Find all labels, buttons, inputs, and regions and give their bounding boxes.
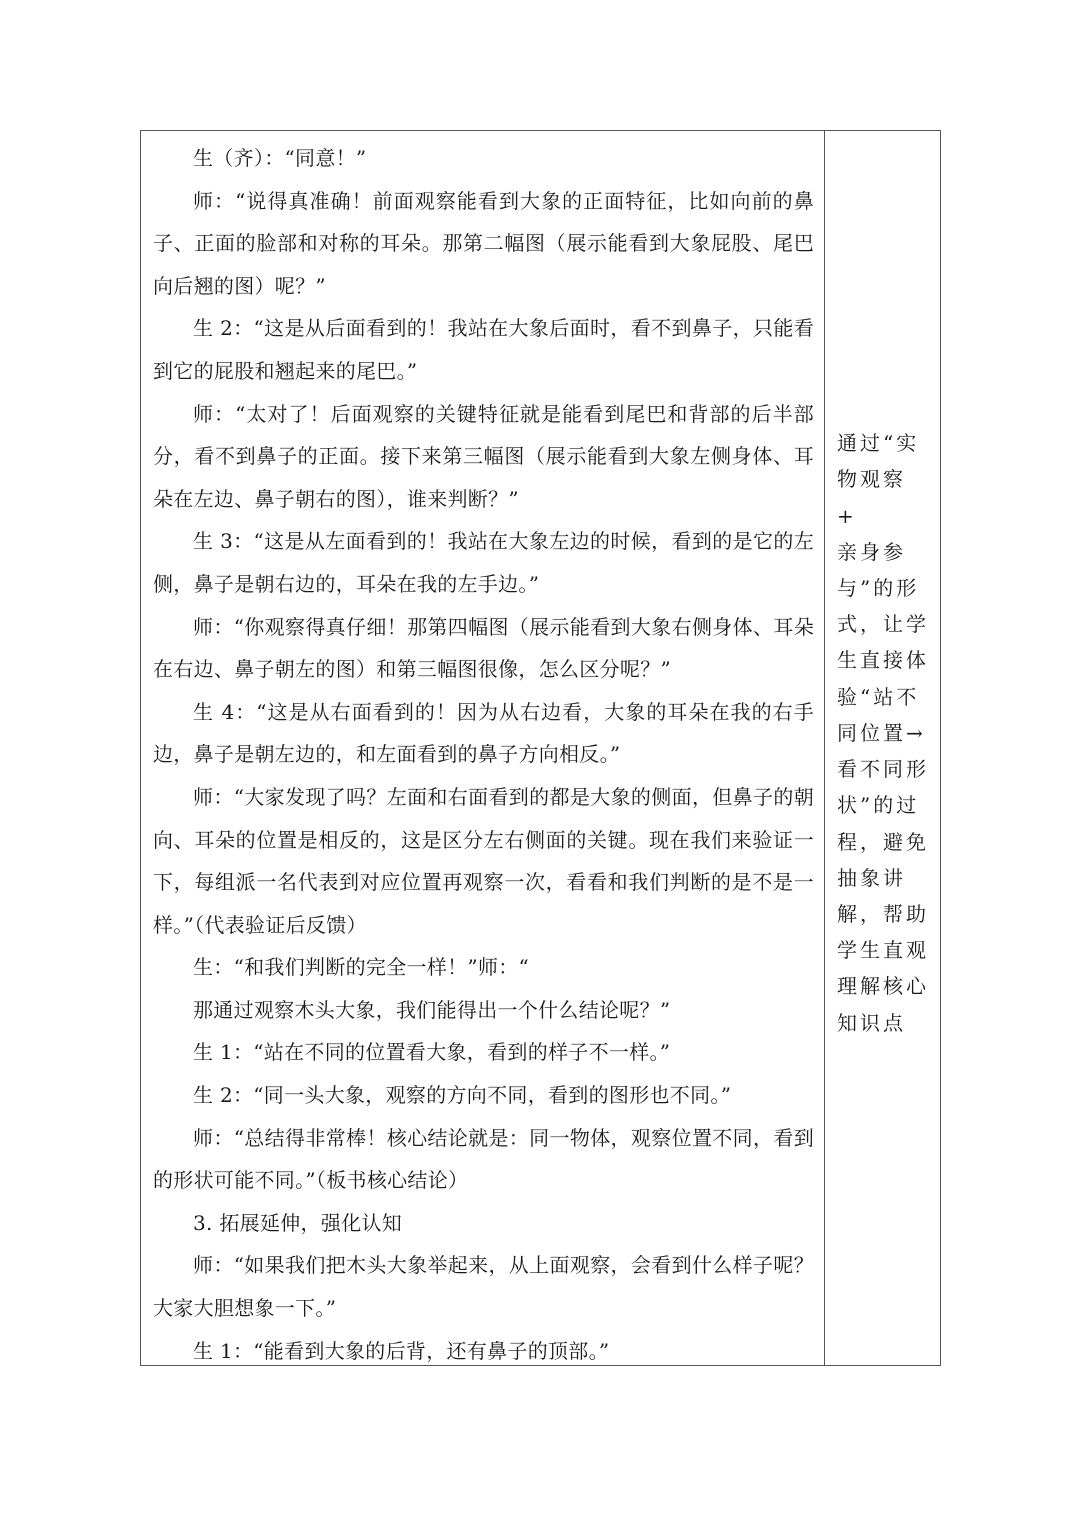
note-line: 验“站不 [837,684,920,709]
dialogue-paragraph: 师：“太对了！后面观察的关键特征就是能看到尾巴和背部的后半部分，看不到鼻子的正面。接下来第三幅图（展示能看到大象左侧身体、耳朵在左边、鼻子朝右的图），谁来判断？” [153,401,814,511]
note-line: 与”的形 [837,576,920,601]
design-intent-note [837,425,932,1040]
note-line: 解，帮助 [837,901,929,926]
dialogue-paragraph: 那通过观察木头大象，我们能得出一个什么结论呢？” [193,997,671,1022]
dialogue-paragraph: 生 3：“这是从左面看到的！我站在大象左边的时候，看到的是它的左侧，鼻子是朝右边的，耳朵在我的左手边。” [153,529,814,596]
note-line: 学生直观 [837,938,929,963]
note-line: 程，避免 [837,829,929,854]
note-line: 知识点 [837,1010,906,1035]
note-line: 通过“实 [837,431,920,456]
dialogue-paragraph: 生：“和我们判断的完全一样！”师：“ [193,955,530,980]
dialogue-paragraph: 师：“如果我们把木头大象举起来，从上面观察，会看到什么样子呢？大家大胆想象一下。” [153,1253,814,1321]
dialogue-paragraph: 师：“说得真准确！前面观察能看到大象的正面特征，比如向前的鼻子、正面的脸部和对称的耳朵。那第二幅图（展示能看到大象屁股、尾巴向后翘的图）呢？” [153,188,814,298]
dialogue-paragraph: 生（齐）：“同意！” [193,146,367,170]
note-line: 式，让学 [837,612,929,637]
dialogue-paragraph: 师：“你观察得真仔细！那第四幅图（展示能看到大象右侧身体、耳朵在右边、鼻子朝左的图）和第三幅图很像，怎么区分呢？” [153,614,814,682]
note-line: 理解核心 [837,974,929,999]
teaching-process-cell [141,131,825,1365]
lesson-plan-table [140,130,941,1366]
dialogue-paragraph: 师：“总结得非常棒！核心结论就是：同一物体，观察位置不同，看到的形状可能不同。”（板书核心结论） [153,1125,814,1193]
note-line: 物观察 + [837,467,906,528]
dialogue-paragraph: 生 1：“能看到大象的后背，还有鼻子的顶部。” [193,1338,610,1363]
note-line: 同位置→ [837,720,926,745]
dialogue-paragraph: 生 2：“这是从后面看到的！我站在大象后面时，看不到鼻子，只能看到它的屁股和翘起来的尾巴。” [153,316,814,383]
dialogue-paragraph: 师：“大家发现了吗？左面和右面看到的都是大象的侧面，但鼻子的朝向、耳朵的位置是相反的，这是区分左右侧面的关键。现在我们来验证一下，每组派一名代表到对应位置再观察一次，看看和我们判断的是不是一样。”（代表验证后反馈） [153,784,814,937]
section-heading: 3. 拓展延伸，强化认知 [193,1210,403,1235]
dialogue-paragraph: 生 1：“站在不同的位置看大象，看到的样子不一样。” [193,1040,671,1065]
note-line: 生直接体 [837,648,929,673]
dialogue-paragraph: 生 4：“这是从右面看到的！因为从右边看，大象的耳朵在我的右手边，鼻子是朝左边的，和左面看到的鼻子方向相反。” [153,699,814,767]
note-line: 状”的过 [837,793,920,818]
note-line: 抽象讲 [837,865,906,890]
dialogue-paragraph: 生 2：“同一头大象，观察的方向不同，看到的图形也不同。” [193,1083,732,1108]
note-line: 亲身参 [837,539,906,564]
note-line: 看不同形 [837,757,929,782]
design-intent-cell [825,131,940,1365]
